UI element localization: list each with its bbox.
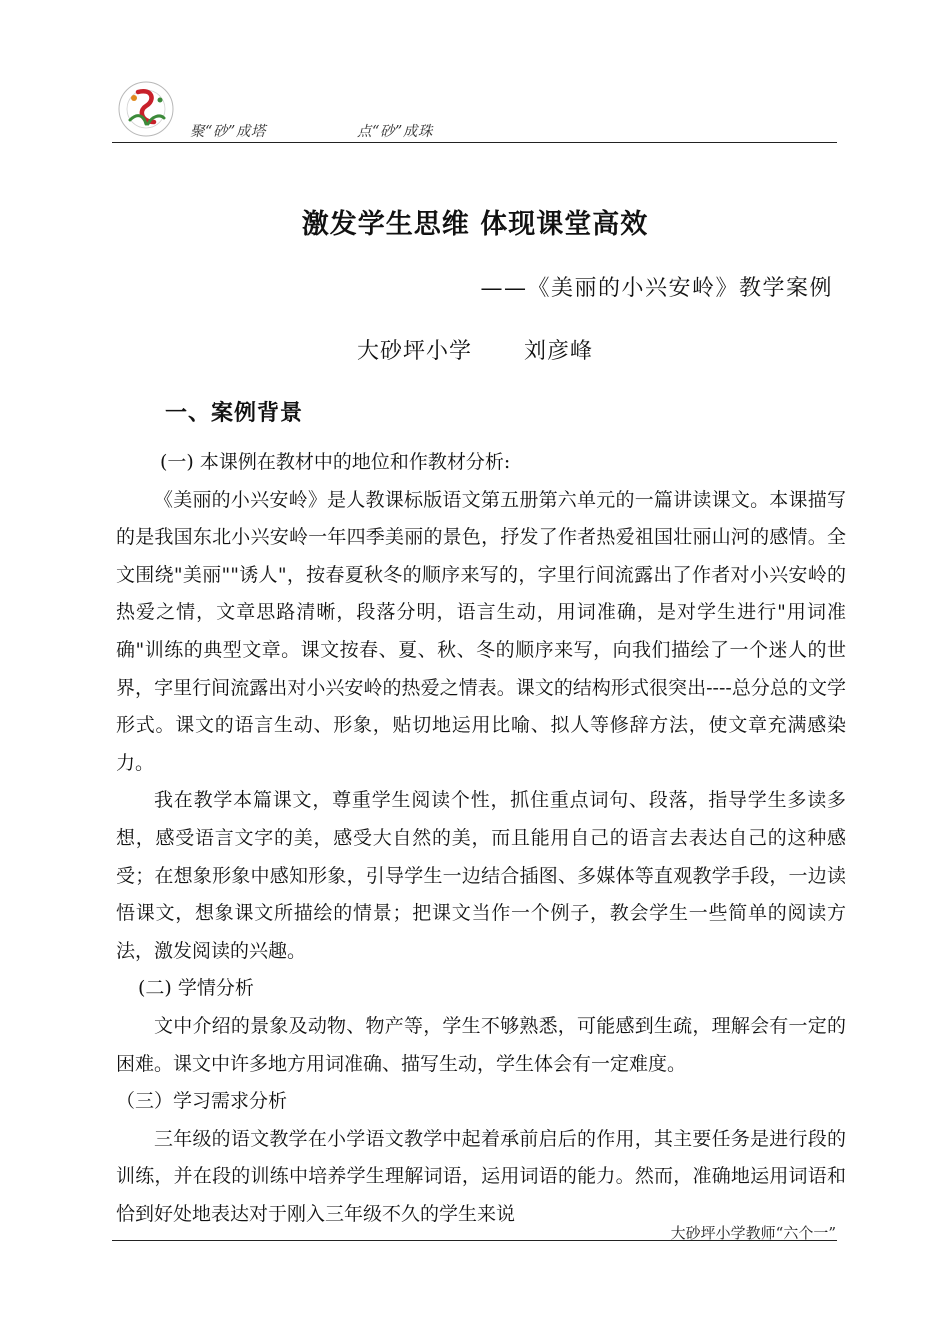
document-title: 激发学生思维 体现课堂高效 [301,209,649,240]
subsection-heading-3: （三）学习需求分析 [116,1090,288,1113]
header-divider [112,142,837,143]
document-body [116,444,846,1233]
header-motto-left: 聚“砂”成塔 [190,124,266,140]
document-subtitle: ——《美丽的小兴安岭》教学案例 [480,276,833,301]
paragraph-2: 我在教学本篇课文，尊重学生阅读个性，抓住重点词句、段落，指导学生多读多想，感受语言文字的美，感受大自然的美，而且能用自己的语言去表达自己的这种感受；在想象形象中感知形象，引导学生一边结合插图、多媒体等直观教学手段，一边读悟课文，想象课文所描绘的情景；把课文当作一个例子，教会学生一些简单的阅读方法，激发阅读的兴趣。 [116,789,846,962]
author-name: 刘彦峰 [524,339,594,364]
footer-text: 大砂坪小学教师“六个一” [670,1224,836,1242]
paragraph-4: 三年级的语文教学在小学语文教学中起着承前启后的作用，其主要任务是进行段的训练，并在段的训练中培养学生理解词语，运用词语的能力。然而，准确地运用词语和恰到好处地表达对于刚入三年级不久的学生来说 [116,1127,846,1225]
subsection-heading-1: (一) 本课例在教材中的地位和作教材分析: [160,451,511,473]
author-line [0,334,950,365]
paragraph-3: 文中介绍的景象及动物、物产等，学生不够熟悉，可能感到生疏，理解会有一定的困难。课文中许多地方用词准确、描写生动，学生体会有一定难度。 [116,1014,846,1075]
school-logo [112,78,186,140]
section-heading: 一、案例背景 [165,401,304,426]
paragraph-1: 《美丽的小兴安岭》是人教课标版语文第五册第六单元的一篇讲读课文。本课描写的是我国东北小兴安岭一年四季美丽的景色，抒发了作者热爱祖国壮丽山河的感情。全文围绕"美丽""诱人"，按春夏秋冬的顺序来写的，字里行间流露出了作者对小兴安岭的热爱之情，文章思路清晰，段落分明，语言生动，用词准确，是对学生进行"用词准确"训练的典型文章。课文按春、夏、秋、冬的顺序来写，向我们描绘了一个迷人的世界，字里行间流露出对小兴安岭的热爱之情表。课文的结构形式很突出----总分总的文学形式。课文的语言生动、形象，贴切地运用比喻、拟人等修辞方法，使文章充满感染力。 [116,488,846,774]
subsection-heading-2: (二) 学情分析 [138,977,254,1000]
header-motto-right: 点“砂”成珠 [357,124,433,140]
author-school: 大砂坪小学 [356,339,472,364]
footer-divider [112,1240,837,1241]
